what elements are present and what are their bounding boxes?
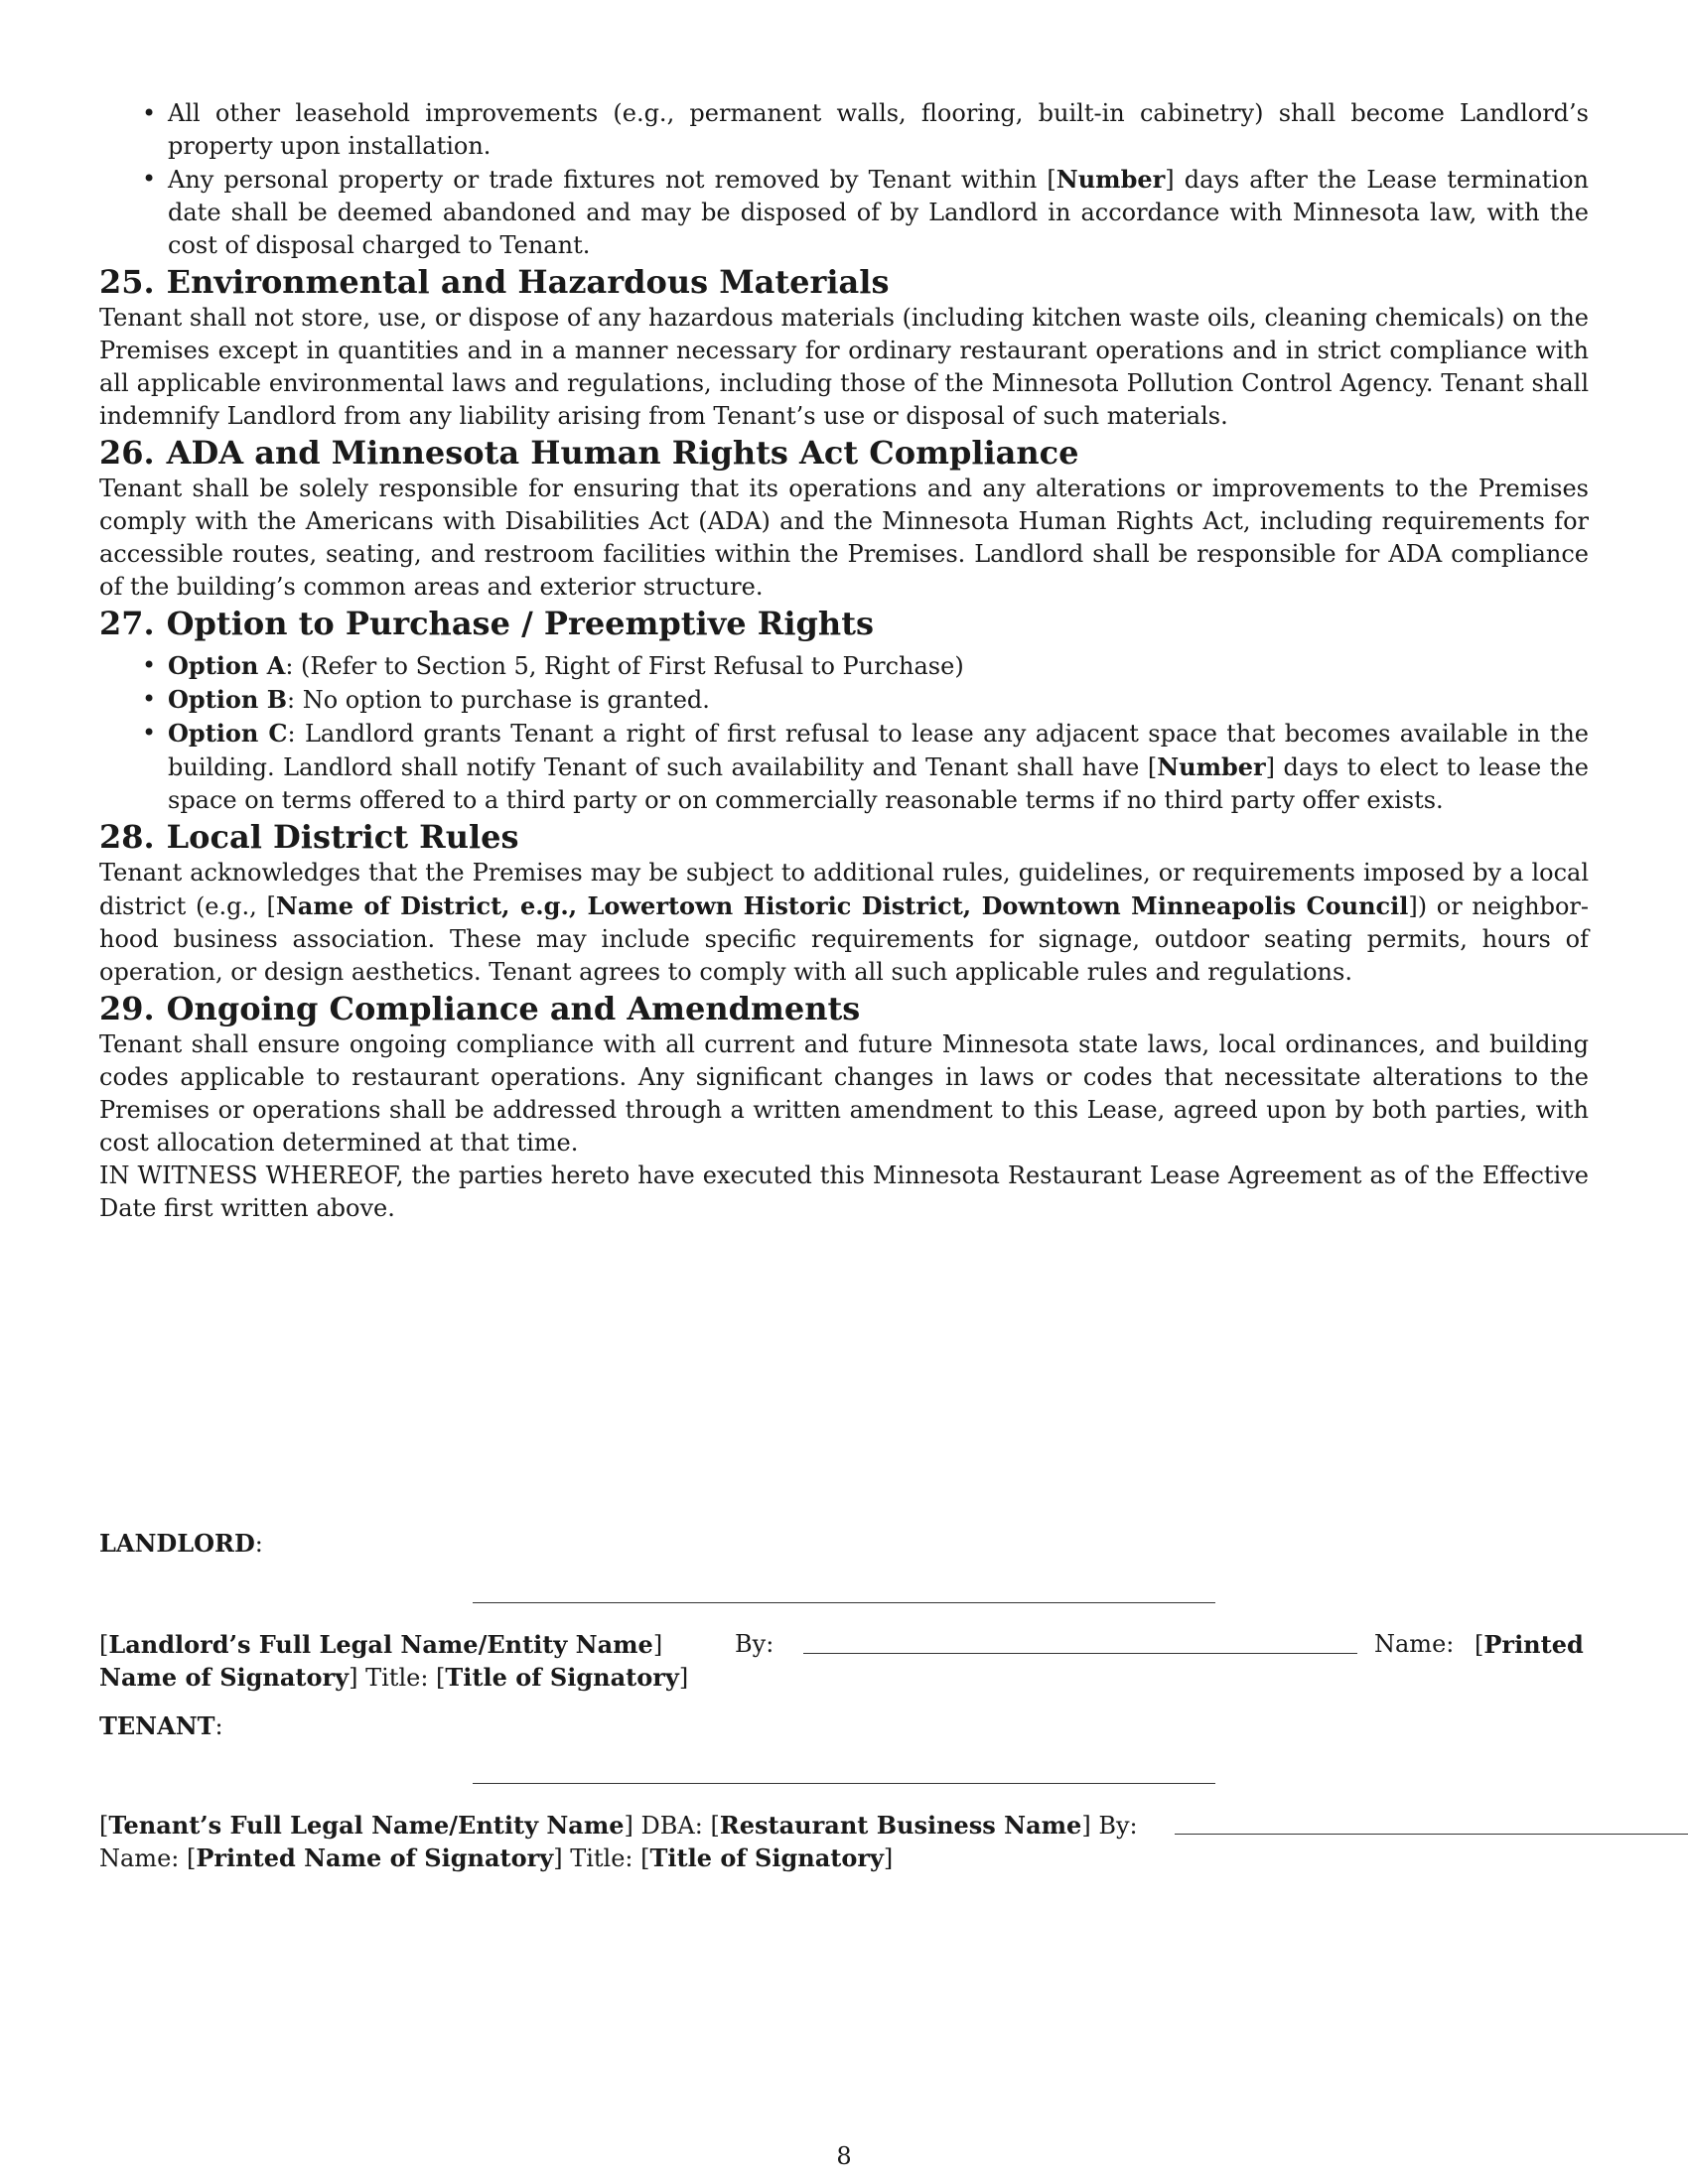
landlord-printed-name-part2: Name of Signatory] Title: [Title of Signatory] [99, 1663, 689, 1692]
section-number: 29. [99, 990, 155, 1027]
option-label: Option C [168, 719, 288, 748]
tenant-name-field: [Tenant’s Full Legal Name/Entity Name] DBA: [Restaurant Business Name] By: [99, 1811, 1138, 1840]
body-text: ]) or neighborhood business association. These may include specific requirements for signage, outdoor seating permits, hours of operation, or design aesthetics. Tenant agrees to comply with all such applicable rules and regulations. [99, 892, 1589, 986]
list-item [168, 717, 1589, 817]
section-body-29: Tenant shall ensure ongoing compliance with all current and future Minnesota state laws, local ordinances, and building codes applicable to restaurant operations. Any significant changes in laws or codes that necessitate alterations to the Premises or operations shall be addressed through a written amendment to this Lease, agreed upon by both parties, with cost allocation determined at that time. [99, 1030, 1589, 1157]
section-number: 28. [99, 818, 155, 856]
page-number: 8 [836, 2142, 852, 2170]
landlord-title-placeholder: Title of Signatory [445, 1663, 679, 1692]
landlord-label: LANDLORD [99, 1529, 255, 1558]
option-text: : Landlord grants Tenant a right of first refusal to lease any adjacent space that becomes available in the building. Landlord shall notify Tenant of such availability and Tenant shall have [ [168, 720, 1589, 781]
section-heading-27 [99, 604, 1589, 643]
tenant-signature-line [473, 1783, 1215, 1784]
landlord-name-field: [Landlord’s Full Legal Name/Entity Name] [99, 1630, 663, 1659]
landlord-name-label: Name: [1374, 1630, 1455, 1658]
section-title: Environmental and Hazardous Materials [166, 263, 890, 301]
placeholder-number: Number [1157, 752, 1266, 781]
option-label: Option A [168, 651, 286, 680]
landlord-name-placeholder: Landlord’s Full Legal Name/Entity Name [108, 1630, 653, 1659]
section-heading-29 [99, 989, 1589, 1028]
landlord-signature-block [99, 1628, 1589, 1694]
list-item [168, 97, 1589, 163]
document-page [99, 97, 1589, 1225]
section-body-26: Tenant shall be solely responsible for ensuring that its operations and any alterations or improvements to the Premises comply with the Americans with Disabilities Act (ADA) and the Minnesota Human Rights Act, including requirements for accessible routes, seating, and restroom facilities within the Premises. Landlord shall be responsible for ADA compliance of the building’s common areas and exterior structure. [99, 475, 1589, 601]
option-text: : (Refer to Section 5, Right of First Refusal to Purchase) [285, 652, 964, 680]
tenant-label: TENANT [99, 1711, 215, 1740]
tenant-title-label: Title: [570, 1844, 633, 1872]
section-body-28 [99, 857, 1589, 989]
section-number: 25. [99, 263, 155, 301]
section-title: Local District Rules [166, 818, 519, 856]
purchase-options-list [99, 649, 1589, 817]
section-body-25: Tenant shall not store, use, or dispose of any hazardous materials (including kitchen waste oils, cleaning chemicals) on the Premises except in quantities and in a manner necessary for ordinary restaurant operations and in strict compliance with all applicable environmental laws and regulations, including those of the Minnesota Pollution Control Agency. Tenant shall indemnify Landlord from any liability arising from Tenant’s use or disposal of such materials. [99, 304, 1589, 430]
tenant-heading: TENANT: [99, 1711, 223, 1740]
section-heading-25 [99, 262, 1589, 302]
bullet-text: Any personal property or trade fixtures not removed by Tenant within [ [168, 166, 1056, 194]
tenant-name-label: Name: [99, 1844, 180, 1872]
tenant-title-placeholder: Title of Signatory [649, 1843, 884, 1872]
section-number: 27. [99, 605, 155, 642]
option-text: ] days to elect to lease the space on terms offered to a third party or on commercially reasonable terms if no third party offer exists. [168, 753, 1589, 814]
list-item [168, 649, 1589, 683]
section-number: 26. [99, 434, 155, 472]
tenant-printed-name-placeholder: Printed Name of Signatory [196, 1843, 554, 1872]
landlord-signature-line [473, 1602, 1215, 1603]
placeholder-number: Number [1055, 165, 1166, 194]
tenant-name-placeholder: Tenant’s Full Legal Name/Entity Name [108, 1811, 625, 1840]
tenant-by-line [1175, 1834, 1688, 1835]
bullet-text: ] days after the Lease termination date shall be deemed abandoned and may be disposed of by Landlord in accordance with Minnesota law, with the cost of disposal charged to Tenant. [168, 166, 1589, 259]
landlord-by-label: By: [735, 1630, 774, 1658]
section-title: ADA and Minnesota Human Rights Act Compliance [166, 434, 1079, 472]
improvements-bullet-list [99, 97, 1589, 262]
landlord-by-line [803, 1653, 1357, 1654]
option-label: Option B [168, 685, 287, 714]
section-title: Option to Purchase / Preemptive Rights [166, 605, 874, 642]
section-heading-26 [99, 433, 1589, 473]
tenant-dba-placeholder: Restaurant Business Name [719, 1811, 1082, 1840]
body-text: Tenant acknowledges that the Premises may be subject to additional rules, guidelines, or requirements imposed by a local district (e.g., [ [99, 859, 1589, 920]
landlord-heading: LANDLORD: [99, 1529, 263, 1558]
section-heading-28 [99, 817, 1589, 857]
list-item [168, 683, 1589, 717]
landlord-title-label: Title: [365, 1664, 429, 1692]
placeholder-district-name: Name of District, e.g., Lowertown Historic District, Downtown Minneapolis Council [275, 891, 1409, 920]
tenant-by-label: By: [1098, 1812, 1138, 1840]
witness-clause: IN WITNESS WHEREOF, the parties hereto have executed this Minnesota Restaurant Lease Agreement as of the Effective Date first written above. [99, 1161, 1589, 1222]
section-title: Ongoing Compliance and Amendments [166, 990, 861, 1027]
bullet-text: All other leasehold improvements (e.g., permanent walls, flooring, built-in cabinetry) shall become Landlord’s property upon installation. [168, 99, 1589, 160]
option-text: : No option to purchase is granted. [287, 686, 710, 714]
tenant-printed-name-line: Name: [Printed Name of Signatory] Title: [Title of Signatory] [99, 1843, 894, 1872]
landlord-printed-name-part1: [Printed [1475, 1630, 1584, 1659]
list-item [168, 163, 1589, 262]
tenant-dba-label: DBA: [640, 1812, 703, 1840]
tenant-signature-block [99, 1809, 1589, 1874]
